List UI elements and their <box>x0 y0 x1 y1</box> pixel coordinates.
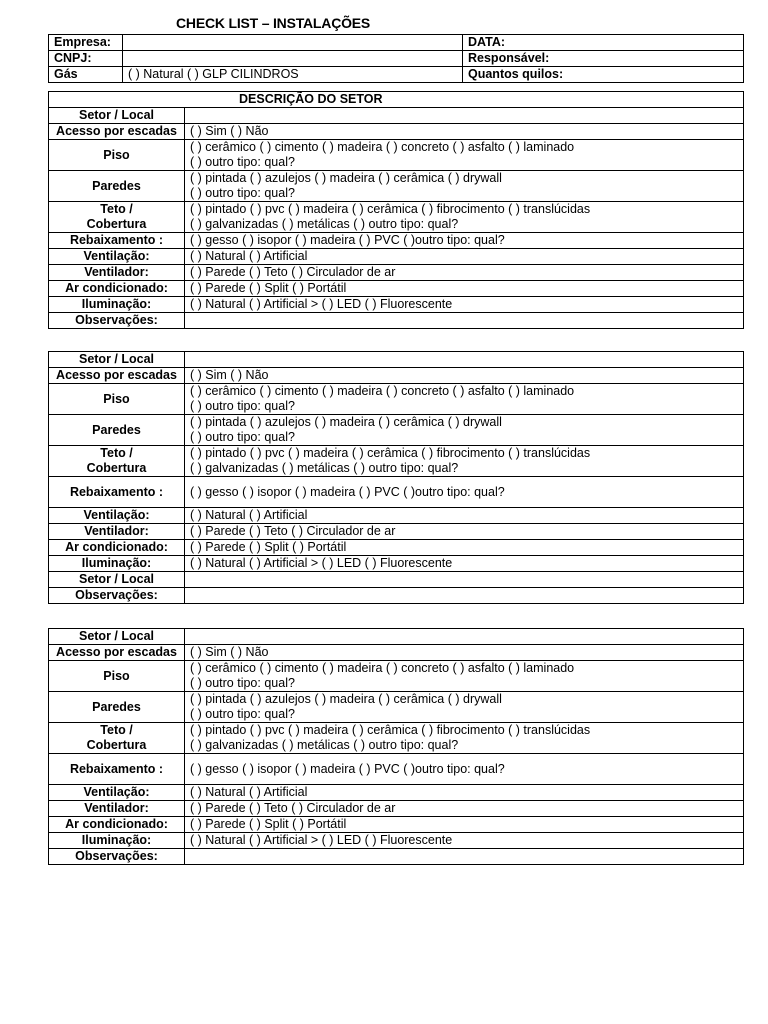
gas-label: Gás <box>49 67 123 83</box>
paredes-options-line2: ( ) outro tipo: qual? <box>190 186 295 200</box>
teto-options-line1: ( ) pintado ( ) pvc ( ) madeira ( ) cerâmica ( ) fibrocimento ( ) translúcidas <box>190 202 591 216</box>
setor-label: Setor / Local <box>49 108 185 124</box>
sector-table-3 <box>48 628 744 865</box>
teto-label-line1: Teto / <box>100 202 133 216</box>
iluminacao-options[interactable]: ( ) Natural ( ) Artificial > ( ) LED ( ) Fluorescente <box>185 297 744 313</box>
iluminacao-label: Iluminação: <box>49 297 185 313</box>
ar-condicionado-options[interactable]: ( ) Parede ( ) Split ( ) Portátil <box>185 817 744 833</box>
rebaixamento-label: Rebaixamento : <box>49 477 185 508</box>
paredes-options-line2: ( ) outro tipo: qual? <box>190 707 295 721</box>
teto-label-line2: Cobertura <box>86 738 147 752</box>
responsavel-label[interactable]: Responsável: <box>463 51 744 67</box>
teto-options[interactable] <box>185 202 744 233</box>
observacoes-field[interactable] <box>185 849 744 865</box>
paredes-label: Paredes <box>49 692 185 723</box>
ar-condicionado-label: Ar condicionado: <box>49 281 185 297</box>
empresa-field[interactable] <box>123 35 463 51</box>
piso-label: Piso <box>49 140 185 171</box>
paredes-options[interactable] <box>185 692 744 723</box>
acesso-options[interactable]: ( ) Sim ( ) Não <box>185 645 744 661</box>
observacoes-field[interactable] <box>185 588 744 604</box>
teto-options-line1: ( ) pintado ( ) pvc ( ) madeira ( ) cerâmica ( ) fibrocimento ( ) translúcidas <box>190 446 591 460</box>
ar-condicionado-label: Ar condicionado: <box>49 540 185 556</box>
piso-options[interactable] <box>185 384 744 415</box>
teto-options-line1: ( ) pintado ( ) pvc ( ) madeira ( ) cerâmica ( ) fibrocimento ( ) translúcidas <box>190 723 591 737</box>
setor-field[interactable] <box>185 108 744 124</box>
rebaixamento-options[interactable]: ( ) gesso ( ) isopor ( ) madeira ( ) PVC ( )outro tipo: qual? <box>185 477 744 508</box>
piso-options[interactable] <box>185 661 744 692</box>
ventilacao-options[interactable]: ( ) Natural ( ) Artificial <box>185 785 744 801</box>
piso-options-line2: ( ) outro tipo: qual? <box>190 155 295 169</box>
paredes-options-line1: ( ) pintada ( ) azulejos ( ) madeira ( ) cerâmica ( ) drywall <box>190 171 502 185</box>
setor-field-2[interactable] <box>185 572 744 588</box>
observacoes-label: Observações: <box>49 313 185 329</box>
sector-table-2 <box>48 351 744 604</box>
teto-label-line1: Teto / <box>100 446 133 460</box>
teto-options-line2: ( ) galvanizadas ( ) metálicas ( ) outro tipo: qual? <box>190 461 459 475</box>
teto-options[interactable] <box>185 723 744 754</box>
piso-options-line2: ( ) outro tipo: qual? <box>190 676 295 690</box>
setor-field[interactable] <box>185 352 744 368</box>
paredes-options-line1: ( ) pintada ( ) azulejos ( ) madeira ( ) cerâmica ( ) drywall <box>190 415 502 429</box>
teto-options-line2: ( ) galvanizadas ( ) metálicas ( ) outro tipo: qual? <box>190 217 459 231</box>
quantos-quilos-label[interactable]: Quantos quilos: <box>463 67 744 83</box>
piso-options-line1: ( ) cerâmico ( ) cimento ( ) madeira ( ) concreto ( ) asfalto ( ) laminado <box>190 661 575 675</box>
paredes-options[interactable] <box>185 171 744 202</box>
ventilacao-label: Ventilação: <box>49 249 185 265</box>
data-label[interactable]: DATA: <box>463 35 744 51</box>
rebaixamento-options[interactable]: ( ) gesso ( ) isopor ( ) madeira ( ) PVC ( )outro tipo: qual? <box>185 754 744 785</box>
page-title: CHECK LIST – INSTALAÇÕES <box>176 15 371 31</box>
acesso-options[interactable]: ( ) Sim ( ) Não <box>185 124 744 140</box>
ventilacao-label: Ventilação: <box>49 785 185 801</box>
paredes-options-line2: ( ) outro tipo: qual? <box>190 430 295 444</box>
iluminacao-options[interactable]: ( ) Natural ( ) Artificial > ( ) LED ( ) Fluorescente <box>185 556 744 572</box>
rebaixamento-options[interactable]: ( ) gesso ( ) isopor ( ) madeira ( ) PVC ( )outro tipo: qual? <box>185 233 744 249</box>
ventilador-options[interactable]: ( ) Parede ( ) Teto ( ) Circulador de ar <box>185 801 744 817</box>
ventilador-label: Ventilador: <box>49 524 185 540</box>
piso-options-line1: ( ) cerâmico ( ) cimento ( ) madeira ( ) concreto ( ) asfalto ( ) laminado <box>190 384 575 398</box>
iluminacao-label: Iluminação: <box>49 833 185 849</box>
sector-table-1 <box>48 91 744 329</box>
setor-label-2: Setor / Local <box>49 572 185 588</box>
observacoes-label: Observações: <box>49 849 185 865</box>
ar-condicionado-options[interactable]: ( ) Parede ( ) Split ( ) Portátil <box>185 281 744 297</box>
acesso-label: Acesso por escadas <box>49 368 185 384</box>
setor-label: Setor / Local <box>49 629 185 645</box>
ar-condicionado-options[interactable]: ( ) Parede ( ) Split ( ) Portátil <box>185 540 744 556</box>
paredes-label: Paredes <box>49 415 185 446</box>
observacoes-field[interactable] <box>185 313 744 329</box>
rebaixamento-label: Rebaixamento : <box>49 233 185 249</box>
teto-label <box>49 723 185 754</box>
paredes-options[interactable] <box>185 415 744 446</box>
iluminacao-label: Iluminação: <box>49 556 185 572</box>
paredes-options-line1: ( ) pintada ( ) azulejos ( ) madeira ( ) cerâmica ( ) drywall <box>190 692 502 706</box>
piso-options[interactable] <box>185 140 744 171</box>
empresa-label: Empresa: <box>49 35 123 51</box>
piso-options-line1: ( ) cerâmico ( ) cimento ( ) madeira ( ) concreto ( ) asfalto ( ) laminado <box>190 140 575 154</box>
gas-options[interactable]: ( ) Natural ( ) GLP CILINDROS <box>123 67 463 83</box>
piso-label: Piso <box>49 384 185 415</box>
ar-condicionado-label: Ar condicionado: <box>49 817 185 833</box>
teto-options-line2: ( ) galvanizadas ( ) metálicas ( ) outro tipo: qual? <box>190 738 459 752</box>
cnpj-label: CNPJ: <box>49 51 123 67</box>
section-caption: DESCRIÇÃO DO SETOR <box>49 92 744 108</box>
piso-options-line2: ( ) outro tipo: qual? <box>190 399 295 413</box>
acesso-options[interactable]: ( ) Sim ( ) Não <box>185 368 744 384</box>
ventilador-label: Ventilador: <box>49 265 185 281</box>
teto-label-line2: Cobertura <box>86 461 147 475</box>
rebaixamento-label: Rebaixamento : <box>49 754 185 785</box>
teto-options[interactable] <box>185 446 744 477</box>
cnpj-field[interactable] <box>123 51 463 67</box>
ventilacao-label: Ventilação: <box>49 508 185 524</box>
observacoes-label: Observações: <box>49 588 185 604</box>
ventilador-label: Ventilador: <box>49 801 185 817</box>
acesso-label: Acesso por escadas <box>49 124 185 140</box>
ventilacao-options[interactable]: ( ) Natural ( ) Artificial <box>185 249 744 265</box>
piso-label: Piso <box>49 661 185 692</box>
iluminacao-options[interactable]: ( ) Natural ( ) Artificial > ( ) LED ( ) Fluorescente <box>185 833 744 849</box>
ventilador-options[interactable]: ( ) Parede ( ) Teto ( ) Circulador de ar <box>185 265 744 281</box>
teto-label-line2: Cobertura <box>86 217 147 231</box>
ventilacao-options[interactable]: ( ) Natural ( ) Artificial <box>185 508 744 524</box>
header-table <box>48 34 744 83</box>
teto-label <box>49 446 185 477</box>
paredes-label: Paredes <box>49 171 185 202</box>
teto-label-line1: Teto / <box>100 723 133 737</box>
acesso-label: Acesso por escadas <box>49 645 185 661</box>
teto-label <box>49 202 185 233</box>
setor-field[interactable] <box>185 629 744 645</box>
setor-label: Setor / Local <box>49 352 185 368</box>
ventilador-options[interactable]: ( ) Parede ( ) Teto ( ) Circulador de ar <box>185 524 744 540</box>
